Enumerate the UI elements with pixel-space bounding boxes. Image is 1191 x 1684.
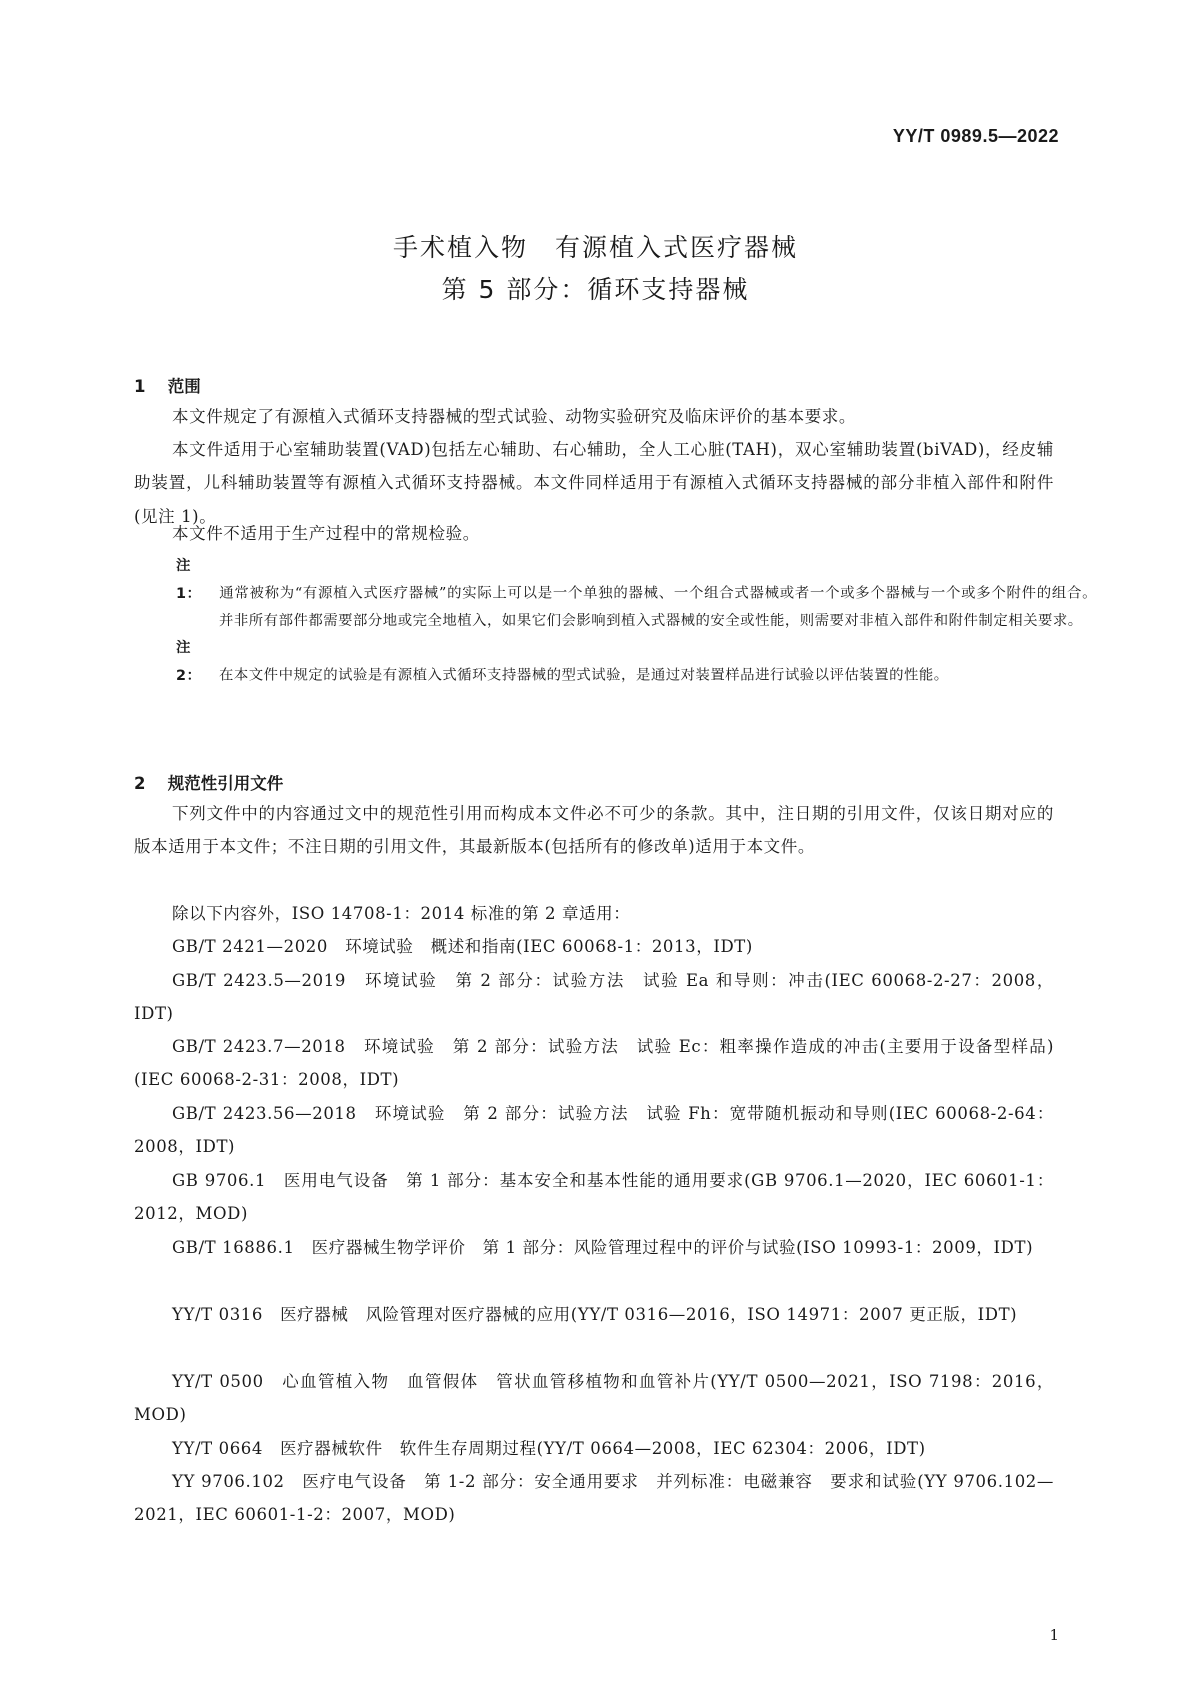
standard-code: YY/T 0989.5—2022 [892, 126, 1059, 146]
page-number: 1 [1049, 1626, 1059, 1644]
note-text: 通常被称为“有源植入式医疗器械”的实际上可以是一个单独的器械、一个组合式器械或者一个或多个器械与一个或多个附件的组合。并非所有部件都需要部分地或完全地植入，如果它们会影响到植入式器械的安全或性能，则需要对非植入部件和附件制定相关要求。 [219, 585, 1097, 629]
reference-entry: YY/T 0316 医疗器械 风险管理对医疗器械的应用(YY/T 0316—2016，ISO 14971：2007 更正版，IDT) [172, 1305, 1018, 1324]
section-number: 1 [134, 377, 146, 396]
section-number: 2 [134, 774, 146, 793]
paragraph: 本文件适用于心室辅助装置(VAD)包括左心辅助、右心辅助，全人工心脏(TAH)，双心室辅助装置(biVAD)，经皮辅助装置，儿科辅助装置等有源植入式循环支持器械。本文件同样适用于有源植入式循环支持器械的部分非植入部件和附件(见注 1)。 [134, 440, 1054, 526]
reference-entry: GB/T 2423.56—2018 环境试验 第 2 部分：试验方法 试验 Fh：宽带随机振动和导则(IEC 60068-2-64：2008，IDT) [134, 1104, 1054, 1157]
section-2-heading [134, 770, 283, 794]
reference-entry: YY 9706.102 医疗电气设备 第 1-2 部分：安全通用要求 并列标准：电磁兼容 要求和试验(YY 9706.102—2021，IEC 60601-1-2：2007，MOD) [134, 1472, 1054, 1525]
reference-entry: YY/T 0664 医疗器械软件 软件生存周期过程(YY/T 0664—2008，IEC 62304：2006，IDT) [172, 1439, 926, 1458]
section-1-heading [134, 373, 201, 397]
reference-entry: GB/T 2423.5—2019 环境试验 第 2 部分：试验方法 试验 Ea 和导则：冲击(IEC 60068-2-27：2008，IDT) [134, 971, 1054, 1024]
section-title: 范围 [167, 377, 201, 396]
reference-entry: GB/T 2421—2020 环境试验 概述和指南(IEC 60068-1：2013，IDT) [172, 937, 753, 956]
reference-entry: YY/T 0500 心血管植入物 血管假体 管状血管移植物和血管补片(YY/T 0500—2021，ISO 7198：2016，MOD) [134, 1372, 1054, 1425]
paragraph: 本文件不适用于生产过程中的常规检验。 [172, 524, 480, 543]
note [176, 553, 1097, 636]
reference-entry: 除以下内容外，ISO 14708-1：2014 标准的第 2 章适用： [172, 904, 631, 923]
paragraph: 本文件规定了有源植入式循环支持器械的型式试验、动物实验研究及临床评价的基本要求。 [172, 407, 856, 426]
document-title-line2: 第 5 部分：循环支持器械 [441, 275, 750, 304]
reference-entry: GB/T 16886.1 医疗器械生物学评价 第 1 部分：风险管理过程中的评价与试验(ISO 10993-1：2009，IDT) [172, 1238, 1034, 1257]
paragraph: 下列文件中的内容通过文中的规范性引用而构成本文件必不可少的条款。其中，注日期的引用文件，仅该日期对应的版本适用于本文件；不注日期的引用文件，其最新版本(包括所有的修改单)适用于本文件。 [134, 804, 1054, 857]
section-title: 规范性引用文件 [167, 774, 284, 793]
reference-entry: GB/T 2423.7—2018 环境试验 第 2 部分：试验方法 试验 Ec：粗率操作造成的冲击(主要用于设备型样品)(IEC 60068-2-31：2008，IDT) [134, 1037, 1054, 1090]
note [176, 635, 1097, 690]
note-tag: 注 1： [176, 558, 202, 602]
reference-entry: GB 9706.1 医用电气设备 第 1 部分：基本安全和基本性能的通用要求(GB 9706.1—2020，IEC 60601-1：2012，MOD) [134, 1171, 1054, 1224]
note-tag: 注 2： [176, 640, 202, 684]
document-title-line1: 手术植入物 有源植入式医疗器械 [392, 233, 798, 262]
note-text: 在本文件中规定的试验是有源植入式循环支持器械的型式试验，是通过对装置样品进行试验以评估装置的性能。 [219, 667, 949, 684]
